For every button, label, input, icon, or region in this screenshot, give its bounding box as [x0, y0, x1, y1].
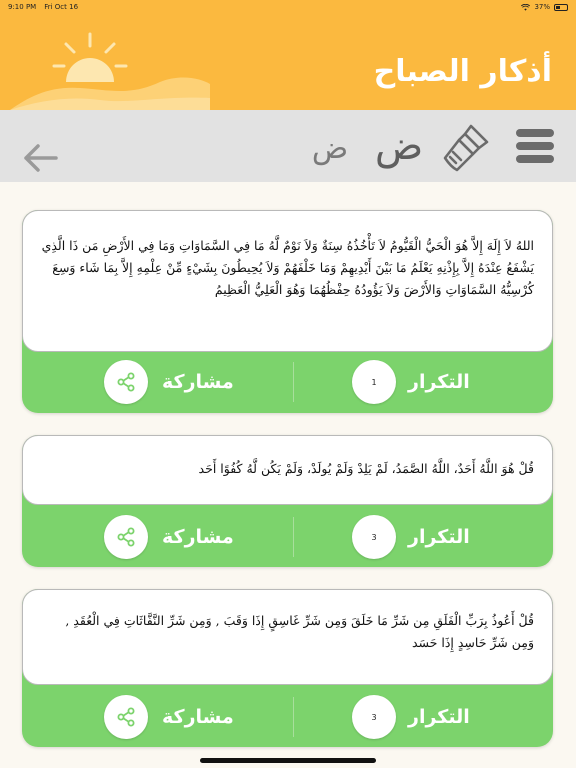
battery-icon — [554, 4, 568, 11]
share-button[interactable] — [104, 507, 234, 567]
repeat-label: التكرار — [408, 526, 470, 548]
share-icon — [116, 372, 136, 392]
dhikr-card — [22, 210, 553, 413]
share-button[interactable] — [104, 687, 234, 747]
status-date: Fri Oct 16 — [44, 3, 79, 11]
share-label: مشاركة — [162, 371, 234, 393]
theme-button[interactable] — [440, 120, 494, 174]
share-label: مشاركة — [162, 526, 234, 548]
adhkar-list[interactable] — [0, 182, 576, 768]
action-divider — [293, 362, 294, 402]
action-divider — [293, 697, 294, 737]
battery-fill — [556, 6, 560, 9]
repeat-label: التكرار — [408, 371, 470, 393]
status-bar — [0, 0, 576, 14]
header — [0, 14, 576, 110]
menu-button[interactable] — [512, 124, 558, 168]
share-icon — [116, 527, 136, 547]
repeat-count: 3 — [371, 712, 377, 722]
share-icon — [116, 707, 136, 727]
wifi-icon — [521, 4, 530, 11]
repeat-count-circle[interactable] — [352, 360, 396, 404]
repeat-label: التكرار — [408, 706, 470, 728]
dhikr-card — [22, 435, 553, 567]
font-increase-button[interactable] — [370, 118, 428, 174]
paint-brush-icon — [443, 122, 491, 172]
repeat-counter-button[interactable] — [352, 352, 470, 412]
repeat-count-circle[interactable] — [352, 695, 396, 739]
hamburger-menu-icon — [516, 127, 554, 165]
share-circle[interactable] — [104, 360, 148, 404]
share-button[interactable] — [104, 352, 234, 412]
status-right — [521, 3, 568, 11]
dhikr-text: قُلْ أَعُوذُ بِرَبِّ الْفَلَقِ مِن شَرِّ مَا خَلَقَ وَمِن شَرِّ غَاسِقٍ إِذَا وَقَبَ , وَمِن شَرِّ النَّفَّاثَاتِ فِي الْعُقَدِ , وَمِن شَرِّ حَاسِدٍ إِذَا حَسَد — [22, 589, 553, 685]
dhikr-text: اللهُ لاَ إِلَهَ إِلاَّ هُوَ الْحَيُّ الْقَيُّومُ لاَ تَأْخُذُهُ سِنَةٌ وَلاَ نَوْمٌ لَّهُ مَا فِي السَّمَاوَاتِ وَمَا فِي الأَرْضِ مَن ذَا الَّذِي يَشْفَعُ عِنْدَهُ إِلاَّ بِإِذْنِهِ يَعْلَمُ مَا بَيْنَ أَيْدِيهِمْ وَمَا خَلْفَهُمْ وَلاَ يُحِيطُونَ بِشَيْءٍ مِّنْ عِلْمِهِ إِلاَّ بِمَا شَاء وَسِعَ كُرْسِيُّهُ السَّمَاوَاتِ وَالأَرْضَ وَلاَ يَؤُودُهُ حِفْظُهُمَا وَهُوَ الْعَلِيُّ الْعَظِيمُ — [22, 210, 553, 352]
share-circle[interactable] — [104, 515, 148, 559]
page-title: أذكار الصباح — [373, 54, 552, 89]
dhikr-card — [22, 589, 553, 747]
card-action-bar — [22, 507, 553, 567]
repeat-count-circle[interactable] — [352, 515, 396, 559]
status-time: 9:10 PM — [8, 3, 37, 11]
repeat-counter-button[interactable] — [352, 507, 470, 567]
font-large-glyph: ض — [374, 123, 424, 169]
sunrise-icon — [10, 26, 210, 110]
card-action-bar — [22, 687, 553, 747]
share-circle[interactable] — [104, 695, 148, 739]
repeat-counter-button[interactable] — [352, 687, 470, 747]
back-button[interactable] — [20, 140, 60, 176]
home-indicator — [200, 758, 376, 763]
battery-percent: 37% — [534, 3, 550, 11]
action-divider — [293, 517, 294, 557]
repeat-count: 1 — [371, 377, 377, 387]
dhikr-text: قُلْ هُوَ اللَّهُ أَحَدٌ، اللَّهُ الصَّمَدُ، لَمْ يَلِدْ وَلَمْ يُولَدْ، وَلَمْ يَكُن لَّهُ كُفُوًا أَحَد — [22, 435, 553, 505]
arrow-left-icon — [22, 143, 58, 173]
card-action-bar — [22, 352, 553, 412]
font-small-glyph: ض — [311, 130, 349, 166]
share-label: مشاركة — [162, 706, 234, 728]
repeat-count: 3 — [371, 532, 377, 542]
toolbar — [0, 110, 576, 182]
font-decrease-button[interactable] — [306, 124, 354, 172]
